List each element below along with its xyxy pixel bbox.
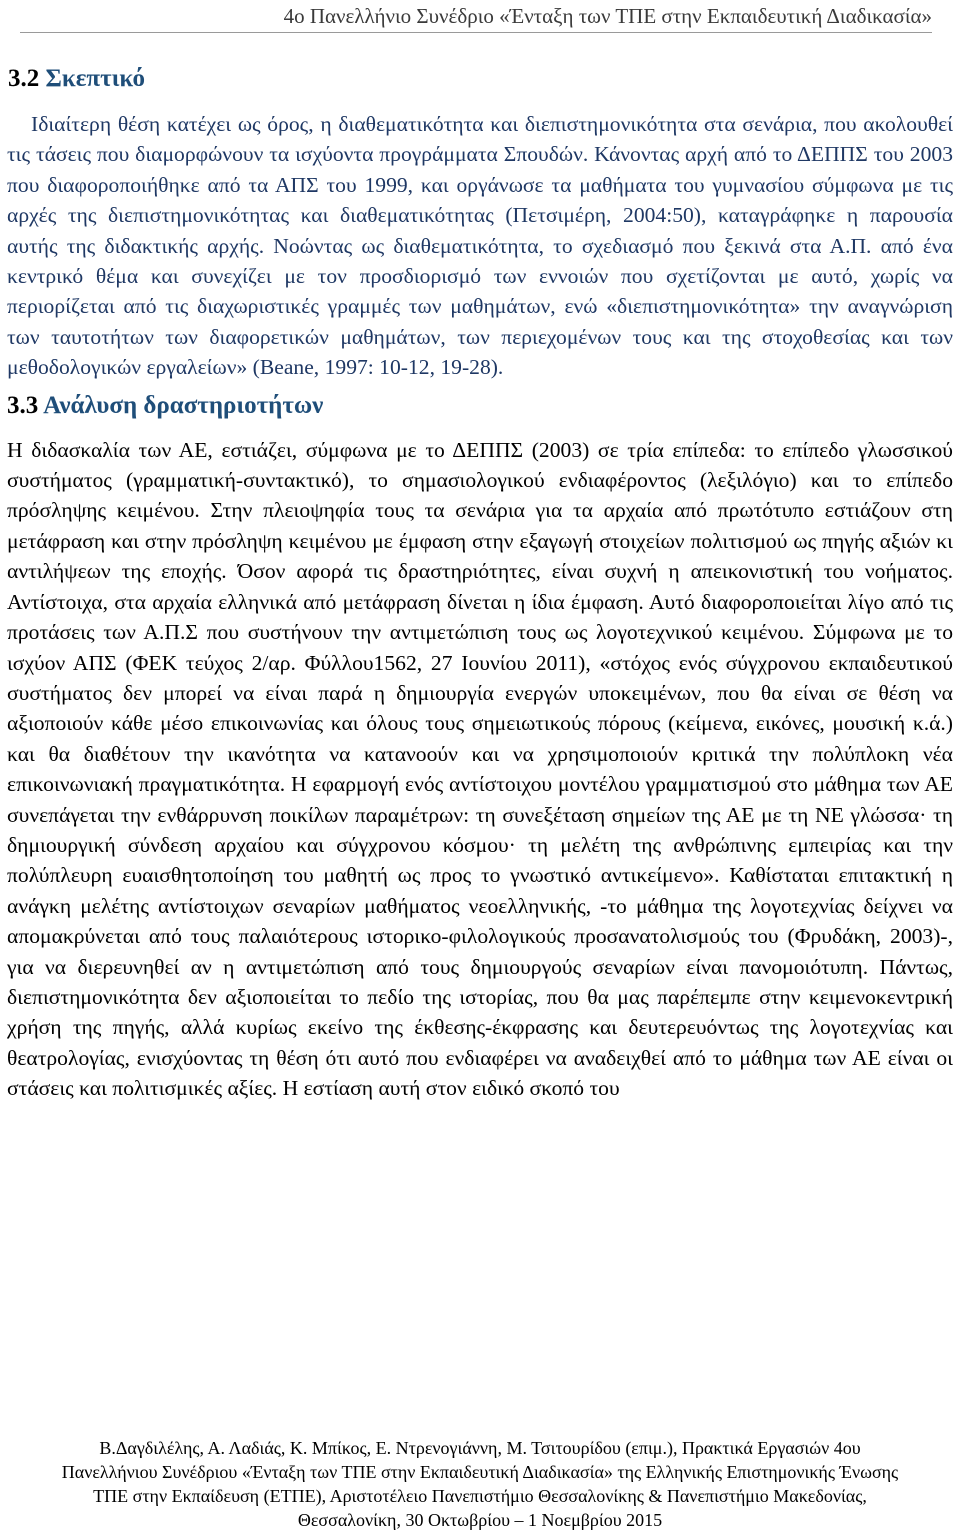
section-title: Σκεπτικό	[45, 65, 146, 92]
section-heading-3-2	[8, 62, 953, 96]
footer-line: ΤΠΕ στην Εκπαίδευση (ΕΤΠΕ), Αριστοτέλειο Πανεπιστήμιο Θεσσαλονίκης & Πανεπιστήμιο Μακεδονίας,	[93, 1486, 867, 1506]
page-content	[7, 62, 953, 1104]
section-3-3-paragraph: Η διδασκαλία των ΑΕ, εστιάζει, σύμφωνα με το ΔΕΠΠΣ (2003) σε τρία επίπεδα: το επίπεδο γλωσσικού συστήματος (γραμματική-συντακτικό), το σημασιολογικού ενδιαφέροντος (λεξιλόγιο) και το επίπεδο πρόσληψης κειμένου. Στην πλειοψηφία τους τα σενάρια για τα αρχαία από πρωτότυπο εστιάζουν στη μετάφραση και στην πρόσληψη κειμένου με έμφαση στην εξαγωγή στοιχείων πολιτισμού ως πηγής αξιών κι αντιλήψεων της εποχής. Όσον αφορά τις δραστηριότητες, είναι συχνή η απεικονιστική του νοήματος. Αντίστοιχα, στα αρχαία ελληνικά από μετάφραση δίνεται η ίδια έμφαση. Αυτό διαφοροποιείται λίγο από τις προτάσεις των Α.Π.Σ που συστήνουν την αντιμετώπιση τους ως λογοτεχνικού κειμένου. Σύμφωνα με το ισχύον ΑΠΣ (ΦΕΚ τεύχος 2/αρ. Φύλλου1562, 27 Ιουνίου 2011), «στόχος ενός σύγχρονου εκπαιδευτικού συστήματος δεν μπορεί να είναι παρά η δημιουργία ενεργών υποκειμένων, που θα είναι σε θέση να αξιοποιούν κάθε μέσο επικοινωνίας και όλους τους σημειωτικούς πόρους (κείμενα, εικόνες, μουσική κ.ά.) και θα διαθέτουν την ικανότητα να κατανοούν και να χρησιμοποιούν κριτικά την πολύπλοκη νέα επικοινωνιακή πραγματικότητα. Η εφαρμογή ενός αντίστοιχου μοντέλου γραμματισμού στο μάθημα των ΑΕ συνεπάγεται την ενθάρρυνση ποικίλων παραμέτρων: τη συνεξέταση σημείων της ΑΕ με τη ΝΕ γλώσσα· τη δημιουργική σύνδεση αρχαίου και σύγχρονου κόσμου· τη μελέτη της ανθρώπινης εμπειρίας και την πολύπλευρη ευαισθητοποίηση του μαθητή ως προς το γνωστικό αντικείμενο». Καθίσταται επιτακτική η ανάγκη μελέτης αντίστοιχων σεναρίων μαθήματος νεοελληνικής, -το μάθημα της λογοτεχνίας δείχνει να απομακρύνεται από τους παλαιότερους ιστορικο-φιλολογικούς προσανατολισμούς του (Φρυδάκη, 2003)-, για να διερευνηθεί αν η αντιμετώπιση από τους δημιουργούς σεναρίων είναι πανομοιότυπη. Πάντως, διεπιστημονικότητα δεν αξιοποιείται το πεδίο της ιστορίας, που θα μας παρέπεμπε στην κειμενοκεντρική χρήση της πηγής, αλλά κυρίως εκείνο της έκθεσης-έκφρασης και δευτερευόντως της λογοτεχνίας και θεατρολογίας, ενισχύοντας τη θέση ότι αυτό που ενδιαφέρει να αναδειχθεί από το μάθημα των ΑΕ είναι οι στάσεις και πολιτισμικές αξίες. Η εστίαση αυτή στον ειδικό σκοπό του	[7, 437, 953, 1101]
footer-line: Β.Δαγδιλέλης, Α. Λαδιάς, Κ. Μπίκος, Ε. Ντρενογιάννη, Μ. Τσιτουρίδου (επιμ.), Πρακτικά Εργασιών 4ου	[99, 1438, 861, 1458]
section-title: Ανάλυση δραστηριοτήτων	[43, 391, 324, 419]
running-header	[20, 4, 932, 33]
footer-line: Πανελλήνιου Συνέδριου «Ένταξη των ΤΠΕ στην Εκπαιδευτική Διαδικασία» της Ελληνικής Επιστημονικής Ένωσης	[61, 1462, 899, 1482]
section-number: 3.2	[8, 65, 40, 92]
section-heading-3-3	[7, 389, 953, 423]
section-3-2-paragraph: Ιδιαίτερη θέση κατέχει ως όρος, η διαθεματικότητα και διεπιστημονικότητα στα σενάρια, που ακολουθεί τις τάσεις που διαμορφώνουν τα ισχύοντα προγράμματα Σπουδών. Κάνοντας αρχή από το ΔΕΠΠΣ του 2003 που διαφοροποιήθηκε από τα ΑΠΣ του 1999, και οργάνωσε τα μαθήματα του γυμνασίου σύμφωνα με τις αρχές της διεπιστημονικότητας και διαθεματικότητας (Πετσιμέρη, 2004:50), καταγράφηκε η παρουσία αυτής της διδακτικής αρχής. Νοώντας ως διαθεματικότητα, το σχεδιασμό που ξεκινά στα Α.Π. από ένα κεντρικό θέμα και συνεχίζει με τον προσδιορισμό των εννοιών που σχετίζονται με αυτό, χωρίς να περιορίζεται από τις διαχωριστικές γραμμές των μαθημάτων, ενώ «διεπιστημονικότητα» την αναγνώριση των ταυτοτήτων των διαφορετικών μαθημάτων, των περιεχομένων τους και της στοχοθεσίας και των μεθοδολογικών εργαλείων» (Beane, 1997: 10-12, 19-28).	[7, 112, 953, 380]
page-footer	[0, 1436, 960, 1532]
footer-line: Θεσσαλονίκη, 30 Οκτωβρίου – 1 Νοεμβρίου 2015	[297, 1510, 663, 1530]
running-header-title: 4ο Πανελλήνιο Συνέδριο «Ένταξη των ΤΠΕ στην Εκπαιδευτική Διαδικασία»	[283, 4, 932, 28]
section-number: 3.3	[7, 391, 39, 419]
